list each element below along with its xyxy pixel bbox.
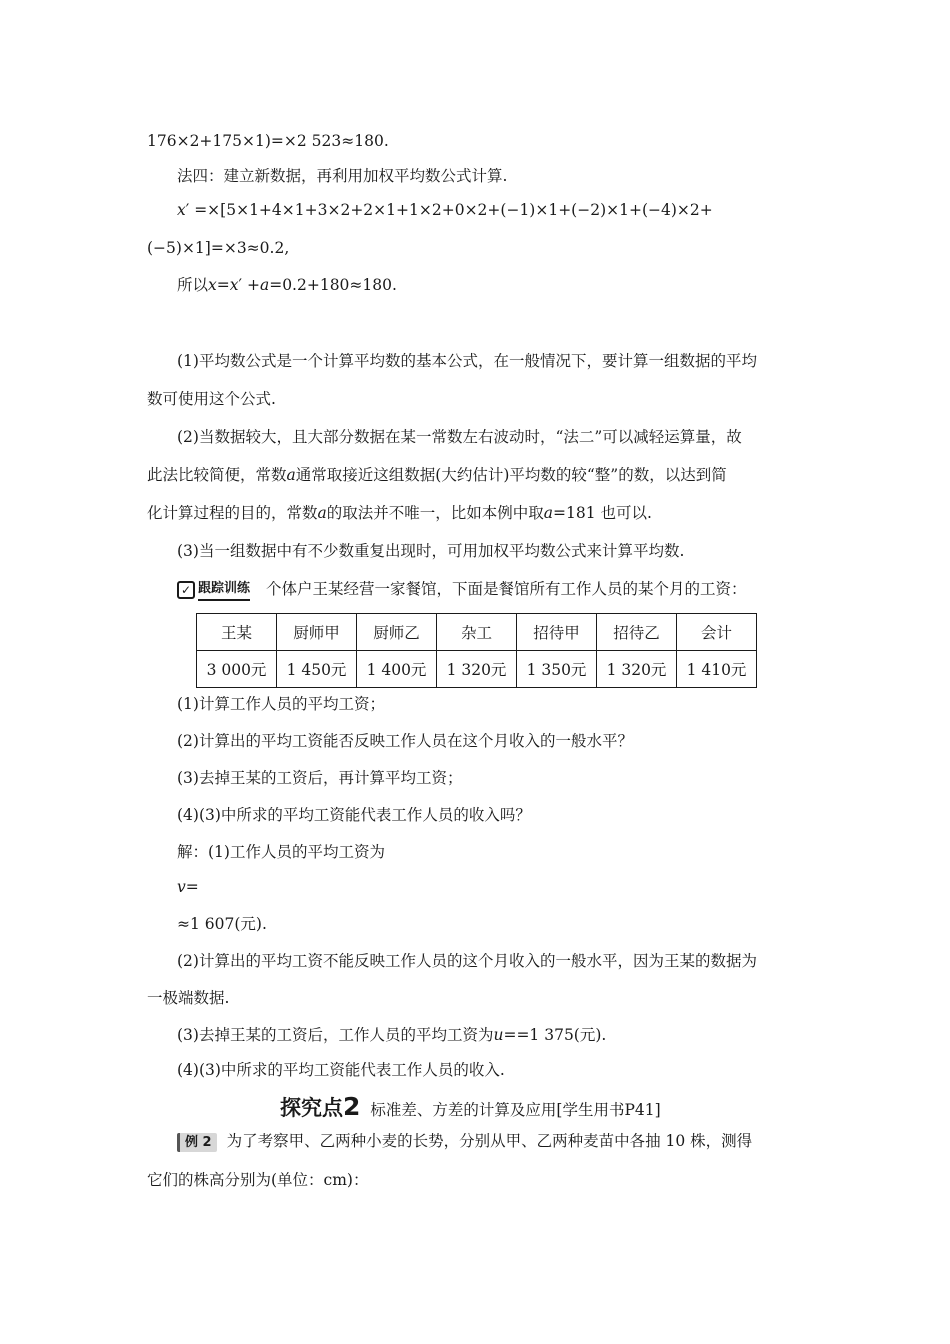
section-heading xyxy=(280,1092,661,1122)
method-four-line: 法四：建立新数据，再利用加权平均数公式计算. xyxy=(177,167,508,185)
calc-line-2-text: ′ =×[5×1+4×1+3×2+2×1+1×2+0×2+(−1)×1+(−2)×1+(−4)×2+ xyxy=(185,201,713,219)
trace-text: 个体户王某经营一家餐馆，下面是餐馆所有工作人员的某个月的工资： xyxy=(266,580,747,598)
question-2: (2)计算出的平均工资能否反映工作人员在这个月收入的一般水平？ xyxy=(177,732,633,750)
text: =181 也可以. xyxy=(553,504,652,522)
table-cell: 3 000元 xyxy=(197,651,277,688)
solution-3 xyxy=(177,1025,606,1045)
badge-label: 跟踪训练 xyxy=(198,579,250,601)
note-2-cont xyxy=(147,465,727,485)
trace-training-badge xyxy=(177,579,250,601)
text: 通常取接近这组数据(大约估计)平均数的较“整”的数，以达到简 xyxy=(295,466,727,484)
table-header-cell: 厨师甲 xyxy=(277,614,357,651)
math-var: v xyxy=(177,878,186,896)
example-line-2: 它们的株高分别为(单位：cm)： xyxy=(147,1171,369,1189)
table-header-cell: 厨师乙 xyxy=(357,614,437,651)
math-var: a xyxy=(259,276,270,294)
calc-line-3: (−5)×1]=×3≈0.2, xyxy=(147,239,290,257)
table-header-cell: 会计 xyxy=(677,614,757,651)
math-var: a xyxy=(317,504,327,522)
table-cell: 1 320元 xyxy=(597,651,677,688)
question-1: (1)计算工作人员的平均工资； xyxy=(177,695,385,713)
math-var: x xyxy=(177,201,186,219)
math-var: a xyxy=(286,466,296,484)
text: = xyxy=(185,878,199,896)
solution-1: 解：(1)工作人员的平均工资为 xyxy=(177,843,385,861)
table-header-cell: 招待乙 xyxy=(597,614,677,651)
check-icon: ✓ xyxy=(177,581,195,599)
math-var: a xyxy=(543,504,554,522)
text: ′ + xyxy=(238,276,260,294)
section-title xyxy=(280,1092,361,1121)
text: 的取法并不唯一，比如本例中取 xyxy=(326,504,544,522)
note-1-cont: 数可使用这个公式. xyxy=(147,390,276,408)
solution-formula xyxy=(177,877,199,897)
solution-2-cont: 一极端数据. xyxy=(147,989,230,1007)
table-header-cell: 杂工 xyxy=(437,614,517,651)
solution-result: ≈1 607(元). xyxy=(177,915,267,933)
text: = xyxy=(216,276,230,294)
table-cell: 1 450元 xyxy=(277,651,357,688)
section-title-text: 探究点 xyxy=(280,1096,343,1120)
math-var: x xyxy=(208,276,217,294)
text: =0.2+180≈180. xyxy=(269,276,397,294)
note-3: (3)当一组数据中有不少数重复出现时，可用加权平均数公式来计算平均数. xyxy=(177,542,685,560)
text: ==1 375(元). xyxy=(503,1026,607,1044)
trace-training-line xyxy=(177,579,747,601)
example-line xyxy=(177,1131,752,1152)
section-subtitle: 标准差、方差的计算及应用[学生用书P41] xyxy=(370,1101,661,1119)
math-var: x xyxy=(229,276,239,294)
solution-4: (4)(3)中所求的平均工资能代表工作人员的收入. xyxy=(177,1061,505,1079)
example-badge: 例 2 xyxy=(177,1133,217,1152)
section-number: 2 xyxy=(343,1092,361,1121)
table-header-row xyxy=(197,614,757,651)
solution-2: (2)计算出的平均工资不能反映工作人员的这个月收入的一般水平，因为王某的数据为 xyxy=(177,952,757,970)
text: 所以 xyxy=(177,276,209,294)
example-text: 为了考察甲、乙两种小麦的长势，分别从甲、乙两种麦苗中各抽 10 株，测得 xyxy=(226,1132,753,1150)
note-1: (1)平均数公式是一个计算平均数的基本公式，在一般情况下，要计算一组数据的平均 xyxy=(177,352,757,370)
text: 化计算过程的目的，常数 xyxy=(147,504,318,522)
calc-line-2 xyxy=(177,200,713,220)
conclusion-line xyxy=(177,275,397,295)
table-cell: 1 350元 xyxy=(517,651,597,688)
table-header-cell: 招待甲 xyxy=(517,614,597,651)
math-var: u xyxy=(493,1026,504,1044)
question-3: (3)去掉王某的工资后，再计算平均工资； xyxy=(177,769,463,787)
table-cell: 1 400元 xyxy=(357,651,437,688)
table-cell: 1 320元 xyxy=(437,651,517,688)
note-2-cont-2 xyxy=(147,503,652,523)
table-row xyxy=(197,651,757,688)
text: 此法比较简便，常数 xyxy=(147,466,287,484)
table-cell: 1 410元 xyxy=(677,651,757,688)
wage-table xyxy=(196,613,757,688)
note-2: (2)当数据较大，且大部分数据在某一常数左右波动时，“法二”可以减轻运算量，故 xyxy=(177,428,742,446)
calc-line-1: 176×2+175×1)=×2 523≈180. xyxy=(147,132,389,150)
text: (3)去掉王某的工资后，工作人员的平均工资为 xyxy=(177,1026,494,1044)
table-header-cell: 王某 xyxy=(197,614,277,651)
question-4: (4)(3)中所求的平均工资能代表工作人员的收入吗？ xyxy=(177,806,531,824)
